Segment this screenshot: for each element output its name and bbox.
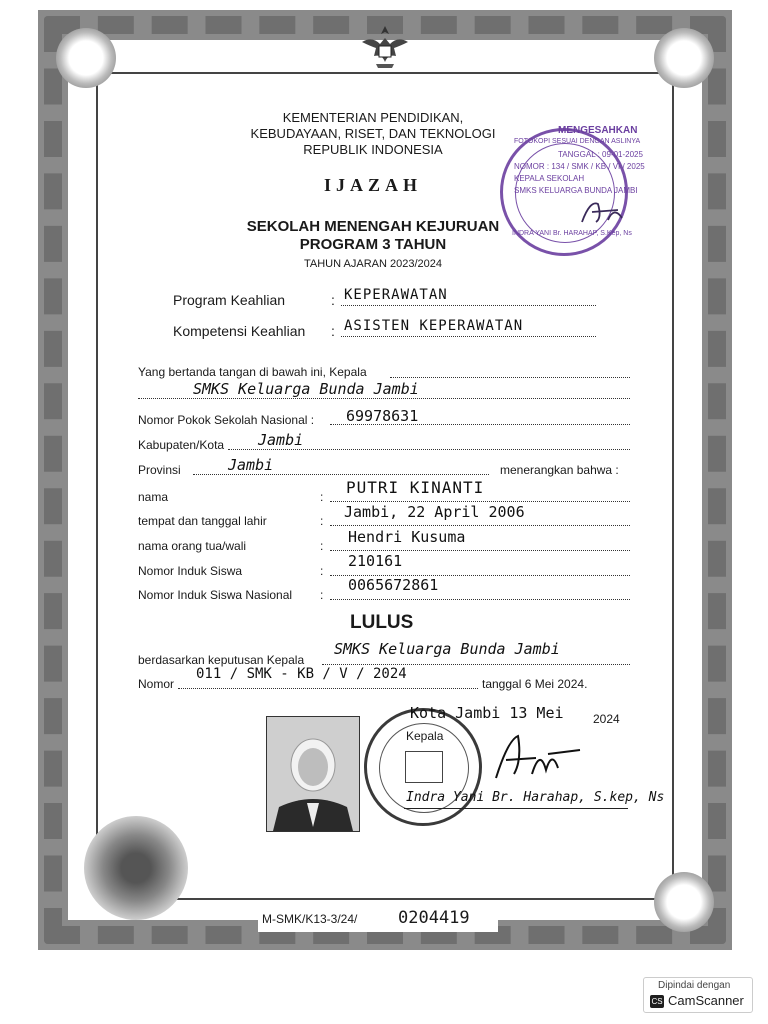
header-line-2: KEBUDAYAAN, RISET, DAN TEKNOLOGI (250, 126, 496, 141)
colon: : (331, 323, 335, 339)
serial-number: 0204419 (398, 908, 470, 928)
ttl-label: tempat dan tanggal lahir (138, 514, 267, 528)
nomor-value: 011 / SMK - KB / V / 2024 (196, 666, 407, 682)
student-photo (266, 716, 360, 832)
legalization-line-2: TANGGAL : 09-01-2025 (558, 150, 643, 159)
header-line-1: KEMENTERIAN PENDIDIKAN, (282, 110, 464, 125)
intro-label: Yang bertanda tangan di bawah ini, Kepala (138, 365, 367, 379)
legalization-line-1: FOTOKOPI SESUAI DENGAN ASLINYA (514, 138, 641, 145)
nisn-label: Nomor Induk Siswa Nasional (138, 588, 293, 602)
ortu-label: nama orang tua/wali (138, 539, 247, 553)
handwritten-signature-icon (488, 730, 588, 786)
legalization-signature-icon (578, 196, 628, 226)
scanner-line-1: Dipindai dengan (658, 980, 731, 991)
embossed-seal (84, 816, 188, 920)
nama-value: PUTRI KINANTI (346, 478, 485, 497)
signer-name: Indra Yani Br. Harahap, S.kep, Ns (406, 790, 665, 805)
legalization-title: MENGESAHKAN (558, 125, 638, 136)
nisn-value: 0065672861 (348, 576, 439, 594)
header-line-3: REPUBLIK INDONESIA (303, 142, 443, 157)
signature-year: 2024 (593, 712, 620, 726)
school-name-value: SMKS Keluarga Bunda Jambi (193, 380, 419, 398)
nama-label: nama (138, 490, 169, 504)
result-status: LULUS (350, 612, 414, 633)
kabupaten-value: Jambi (258, 431, 304, 449)
decision-school-value: SMKS Keluarga Bunda Jambi (334, 640, 560, 658)
kompetensi-value: ASISTEN KEPERAWATAN (344, 318, 524, 334)
colon: : (320, 588, 324, 602)
program-keahlian-value: KEPERAWATAN (344, 287, 448, 303)
nis-label: Nomor Induk Siswa (138, 564, 243, 578)
camscanner-logo-icon: CS (651, 997, 663, 1006)
menerangkan-label: menerangkan bahwa : (500, 463, 619, 477)
nomor-label: Nomor (138, 677, 175, 691)
ortu-value: Hendri Kusuma (348, 528, 466, 546)
program-duration: PROGRAM 3 TAHUN (299, 236, 447, 253)
scanner-line-2: CamScanner (668, 993, 744, 1008)
colon: : (320, 564, 324, 578)
nis-value: 210161 (348, 552, 403, 570)
legalization-line-3: NOMOR : 134 / SMK / KB / VI / 2025 (514, 162, 645, 171)
kompetensi-label: Kompetensi Keahlian (173, 323, 306, 339)
serial-box (258, 906, 498, 932)
colon: : (320, 514, 324, 528)
colon: : (320, 539, 324, 553)
tanggal-label: tanggal 6 Mei 2024. (482, 677, 588, 691)
colon: : (320, 490, 324, 504)
npsn-value: 69978631 (346, 407, 419, 425)
legalization-line-4: KEPALA SEKOLAH (514, 174, 585, 183)
corner-ornament-bottom-right (654, 872, 714, 932)
colon: : (331, 292, 335, 308)
school-type: SEKOLAH MENENGAH KEJURUAN (246, 218, 500, 235)
signature-place-date: Kota Jambi 13 Mei (410, 704, 564, 722)
corner-ornament-top-right (654, 28, 714, 88)
serial-prefix: M-SMK/K13-3/24/ (262, 912, 358, 926)
provinsi-label: Provinsi (138, 463, 181, 477)
document-title: IJAZAH (323, 175, 422, 195)
program-keahlian-label: Program Keahlian (173, 292, 286, 308)
decision-label: berdasarkan keputusan Kepala (138, 653, 305, 667)
camscanner-badge (643, 977, 753, 1013)
signature-role: Kepala (406, 729, 444, 743)
garuda-emblem-icon (358, 22, 412, 72)
legalization-line-5: SMKS KELUARGA BUNDA JAMBI (514, 186, 638, 195)
provinsi-value: Jambi (228, 456, 274, 474)
certificate-page (38, 10, 732, 950)
kabupaten-label: Kabupaten/Kota (138, 438, 225, 452)
corner-ornament-top-left (56, 28, 116, 88)
ttl-value: Jambi, 22 April 2006 (344, 503, 525, 521)
legalization-signer: INDRA YANI Br. HARAHAP, S.Kep, Ns (512, 230, 632, 237)
academic-year: TAHUN AJARAN 2023/2024 (304, 258, 442, 270)
npsn-label: Nomor Pokok Sekolah Nasional : (138, 413, 315, 427)
